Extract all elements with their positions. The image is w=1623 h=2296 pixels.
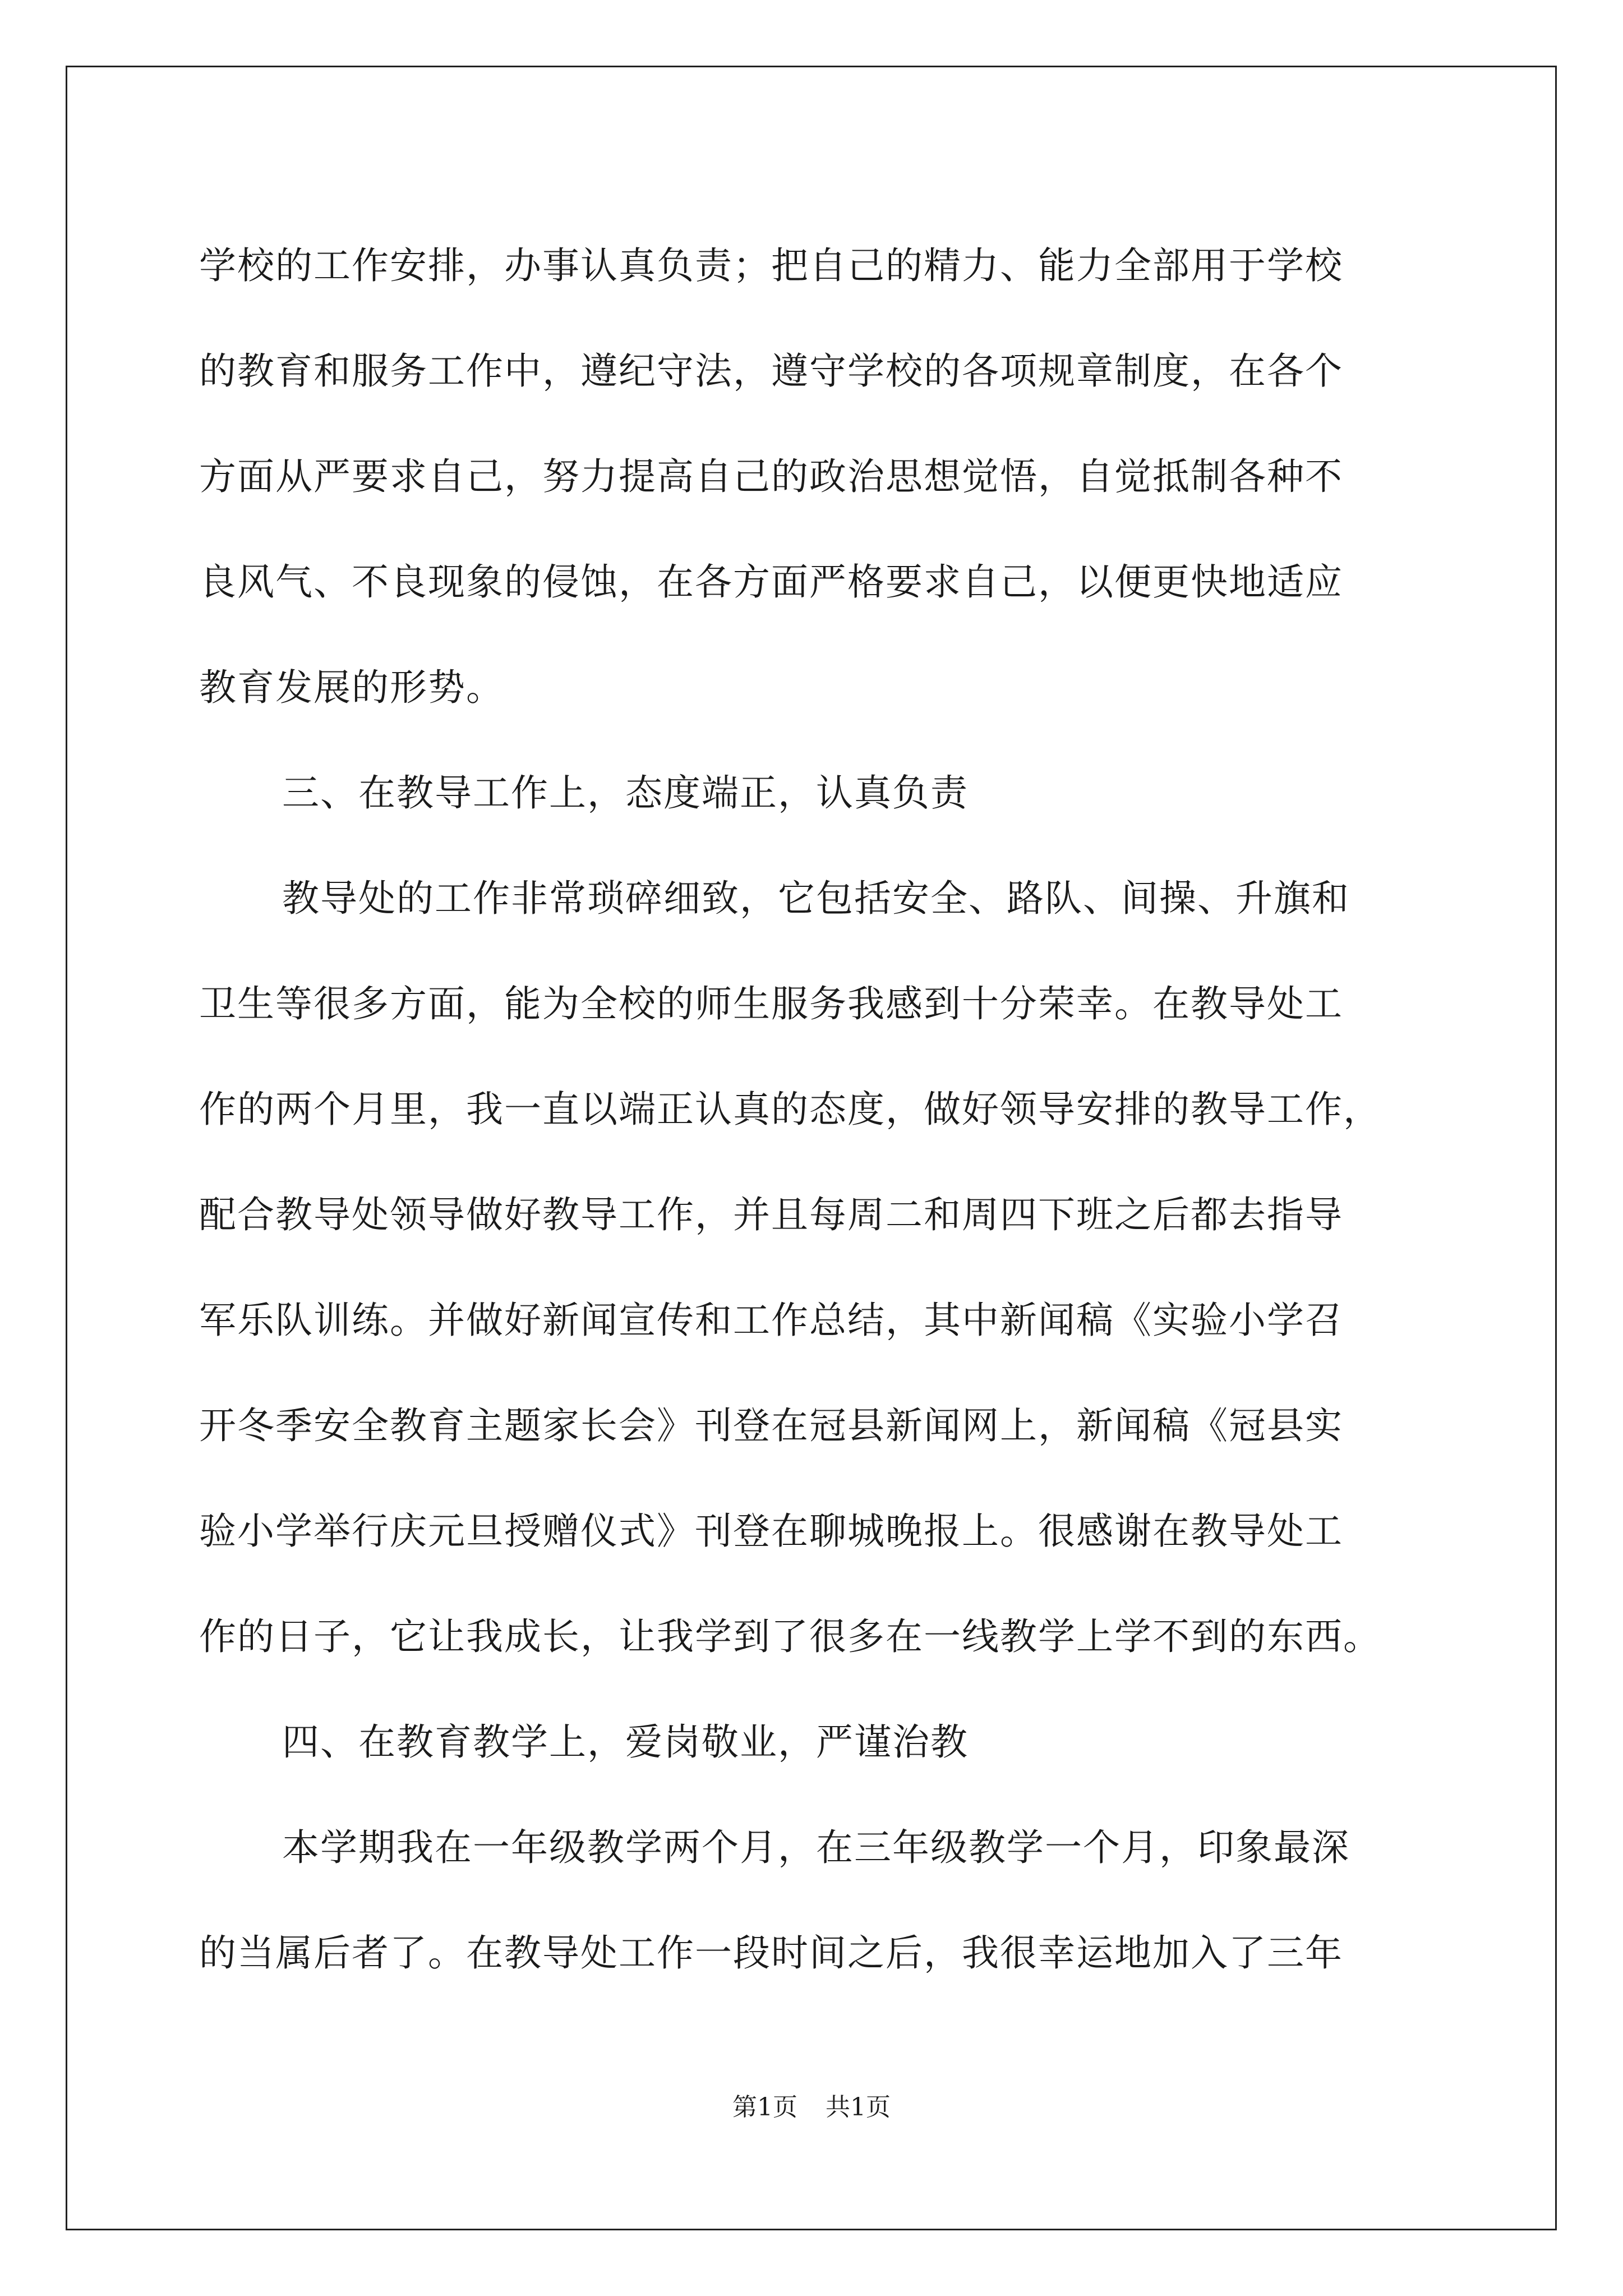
- text-line-7: 教导处的工作非常琐碎细致，它包括安全、路队、间操、升旗和: [282, 877, 1350, 920]
- text-line-2: 的教育和服务工作中，遵纪守法，遵守学校的各项规章制度，在各个: [199, 349, 1343, 393]
- section-heading-4: 四、在教育教学上，爱岗敬业，严谨治教: [282, 1720, 969, 1764]
- text-line-16: 本学期我在一年级教学两个月，在三年级教学一个月，印象最深: [282, 1826, 1350, 1869]
- text-line-13: 验小学举行庆元旦授赠仪式》刊登在聊城晚报上。很感谢在教导处工: [199, 1510, 1343, 1553]
- text-line-1: 学校的工作安排，办事认真负责；把自己的精力、能力全部用于学校: [199, 244, 1343, 287]
- text-line-11: 军乐队训练。并做好新闻宣传和工作总结，其中新闻稿《实验小学召: [199, 1299, 1343, 1342]
- section-heading-3: 三、在教导工作上，态度端正，认真负责: [282, 771, 969, 815]
- text-line-5: 教育发展的形势。: [199, 666, 504, 709]
- text-line-3: 方面从严要求自己，努力提高自己的政治思想觉悟，自觉抵制各种不: [199, 455, 1343, 498]
- page-number-current: 第1页: [732, 2093, 797, 2122]
- document-body: [199, 213, 1433, 2006]
- text-line-4: 良风气、不良现象的侵蚀，在各方面严格要求自己，以便更快地适应: [199, 560, 1343, 604]
- text-line-14: 作的日子，它让我成长，让我学到了很多在一线教学上学不到的东西。: [199, 1615, 1381, 1658]
- text-line-9: 作的两个月里，我一直以端正认真的态度，做好领导安排的教导工作，: [199, 1088, 1381, 1131]
- text-line-10: 配合教导处领导做好教导工作，并且每周二和周四下班之后都去指导: [199, 1193, 1343, 1236]
- text-line-17: 的当属后者了。在教导处工作一段时间之后，我很幸运地加入了三年: [199, 1931, 1343, 1975]
- text-line-8: 卫生等很多方面，能为全校的师生服务我感到十分荣幸。在教导处工: [199, 982, 1343, 1025]
- page-footer: [0, 2091, 1623, 2124]
- text-line-12: 开冬季安全教育主题家长会》刊登在冠县新闻网上，新闻稿《冠县实: [199, 1404, 1343, 1447]
- page-number-total: 共1页: [826, 2093, 891, 2122]
